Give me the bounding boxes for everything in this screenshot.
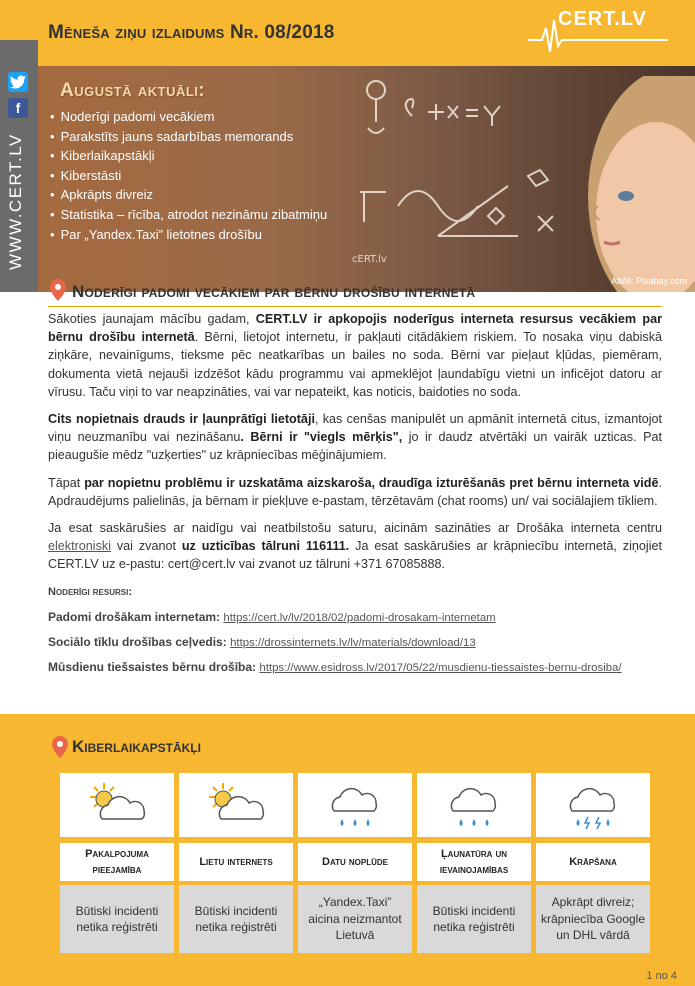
svg-text:cERT.lv: cERT.lv <box>352 254 387 265</box>
resource-item: Mūsdienu tiešsaistes bērnu drošība: https://www.esidross.lv/2017/05/22/musdienu-tiessaistes-bernu-drosiba/ <box>48 660 622 675</box>
child-photo <box>538 76 695 292</box>
rain-cloud-icon <box>417 773 531 837</box>
section-title: Noderīgi padomi vecākiem par bērnu drošību internetā <box>72 282 476 301</box>
newsletter-title: Mēneša ziņu izlaidums Nr. 08/2018 <box>48 22 335 43</box>
cert-logo[interactable] <box>528 6 668 62</box>
list-item[interactable]: • Par „Yandex.Taxi” lietotnes drošību <box>50 225 327 245</box>
page-number: 1 no 4 <box>646 970 677 982</box>
card-title: Ļaunatūra un ievainojamības <box>417 843 531 881</box>
resource-link[interactable]: https://drossinternets.lv/lv/materials/download/13 <box>230 637 476 650</box>
cyber-weather-section <box>0 714 695 986</box>
section-title: Kiberlaikapstākļi <box>72 737 201 756</box>
paragraph: Ja esat saskārušies ar naidīgu vai neatbilstošu saturu, aicinām sazināties ar Drošāka interneta centru elektroniski vai zvanot uz uzticības tālruni 116111. Ja esat saskārušies ar krāpniecību internetā, ziņojiet CERT.LV uz e-pastu: cert@cert.lv vai zvanot uz tālruni +371 67085888. <box>48 521 663 572</box>
partly-cloudy-icon <box>60 773 174 837</box>
list-item[interactable]: • Noderīgi padomi vecākiem <box>50 107 327 127</box>
list-item[interactable]: • Kiberstāsti <box>50 166 327 186</box>
article-body <box>48 310 662 683</box>
hero-heading: Augustā aktuāli: <box>60 80 206 101</box>
paragraph: Cits nopietnais drauds ir ļaunprātīgi lietotāji, kas cenšas manipulēt un apmānīt internetā citus, izmantojot viņu neuzmanību vai nezināšanu. Bērni ir "viegls mērķis", jo ir daudz atvērtāki un vairāk uzticas. Pat pieaugušie mēdz "uzķerties" uz krāpniecības mēģinājumiem. <box>48 412 662 463</box>
logo-text: CERT.LV <box>558 8 647 30</box>
resource-item: Padomi drošākam internetam: https://cert.lv/lv/2018/02/padomi-drosakam-internetam <box>48 609 496 624</box>
location-pin-icon <box>50 279 66 301</box>
card-desc: Apkrāpt divreiz; krāpniecība Google un DHL vārdā <box>536 885 650 953</box>
website-url[interactable]: WWW.CERT.LV <box>6 133 25 270</box>
resource-item: Sociālo tīklu drošības ceļvedis: https://drossinternets.lv/lv/materials/download/13 <box>48 635 476 650</box>
card-title: Datu noplūde <box>298 843 412 881</box>
card-desc: Būtiski incidenti netika reģistrēti <box>417 885 531 953</box>
list-item[interactable]: • Kiberlaikapstākļi <box>50 146 327 166</box>
list-item[interactable]: • Parakstīts jauns sadarbības memorands <box>50 127 327 147</box>
storm-cloud-icon <box>536 773 650 837</box>
card-desc: „Yandex.Taxi” aicina neizmantot Lietuvā <box>298 885 412 953</box>
link-elektroniski[interactable]: elektroniski <box>48 539 111 554</box>
twitter-icon[interactable] <box>8 72 28 92</box>
location-pin-icon <box>52 736 68 758</box>
list-item[interactable]: • Statistika – rīcība, atrodot nezināmu zibatmiņu <box>50 205 327 225</box>
rain-cloud-icon <box>298 773 412 837</box>
card-title: Pakalpojuma pieejamība <box>60 843 174 881</box>
paragraph: Sākoties jaunajam mācību gadam, CERT.LV ir apkopojis noderīgus interneta resursus vecākiem par bērnu drošību internetā. Bērni, lietojot internetu, ir pakļauti citādākiem riskiem. To nosaka viņu dabiskā ziņkāre, nevainīgums, tieksme pēc neatkarības un bailes no soda. Bērni var pieļaut kļūdas, piemēram, dokumenta vietā nejauši izdzēšot kādu programmu vai apmeklējot ļaundabīgu vietni un inficējot datoru ar vīrusu. Taču viņi to var neapzināties, vai var nepateikt, kas noticis, baidoties no soda. <box>48 312 663 399</box>
paragraph: Tāpat par nopietnu problēmu ir uzskatāma aizskaroša, draudīga izturēšanās pret bērnu interneta vidē. Apdraudējums palielinās, ja bērnam ir piekļuve e-pastam, tērzētavām (chat rooms) un/ vai sociālajiem tīkliem. <box>48 475 662 508</box>
resources-heading: Noderīgi resursi: <box>48 585 133 598</box>
facebook-icon[interactable]: f <box>8 98 28 118</box>
image-credit: Attēli: Pixabay.com <box>611 276 687 286</box>
hero-banner <box>38 66 695 292</box>
resource-link[interactable]: https://cert.lv/lv/2018/02/padomi-drosakam-internetam <box>223 611 496 624</box>
card-title: Krāpšana <box>536 843 650 881</box>
resource-link[interactable]: https://www.esidross.lv/2017/05/22/musdienu-tiessaistes-bernu-drosiba/ <box>259 662 622 675</box>
sidebar <box>0 0 38 292</box>
card-desc: Būtiski incidenti netika reģistrēti <box>60 885 174 953</box>
divider <box>48 306 662 307</box>
card-desc: Būtiski incidenti netika reģistrēti <box>179 885 293 953</box>
topics-list <box>50 107 327 244</box>
card-title: Lietu internets <box>179 843 293 881</box>
partly-cloudy-icon <box>179 773 293 837</box>
list-item[interactable]: • Apkrāpts divreiz <box>50 185 327 205</box>
